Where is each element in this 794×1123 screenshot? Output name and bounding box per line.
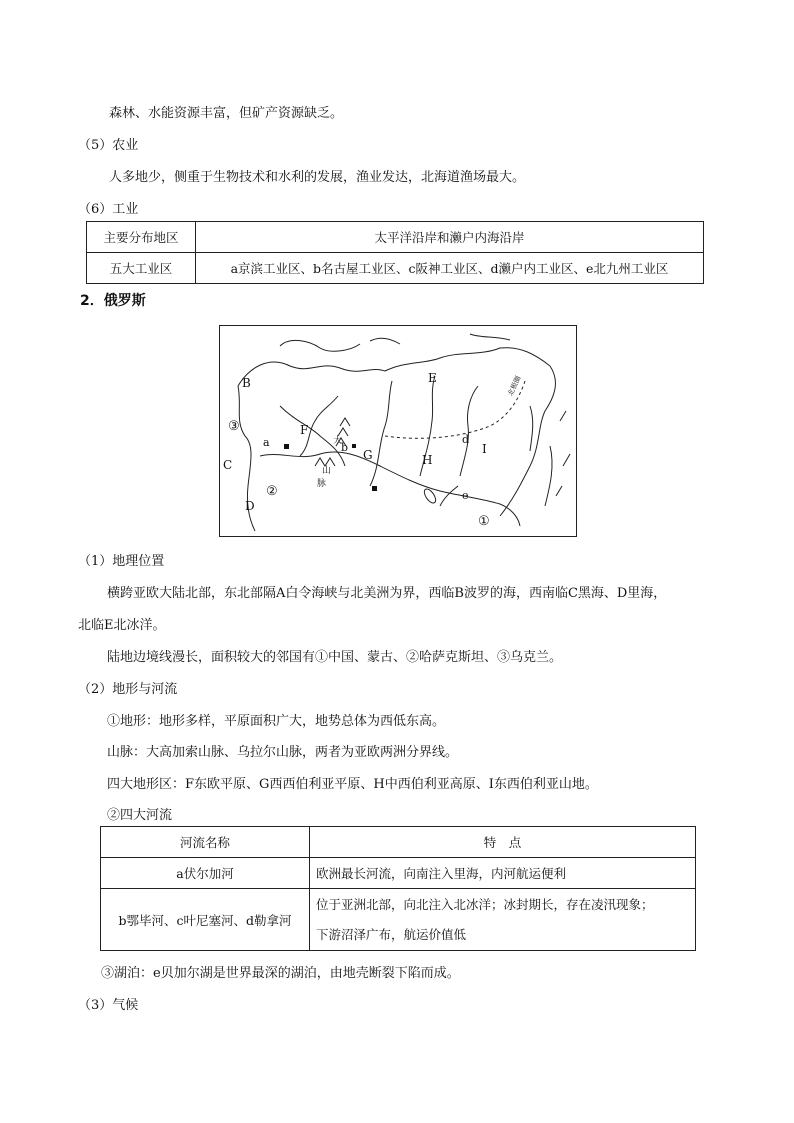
table-cell: 欧洲最长河流，向南注入里海，内河航运便利 bbox=[310, 858, 696, 889]
resources-line: 森林、水能资源丰富，但矿产资源缺乏。 bbox=[109, 106, 344, 121]
agriculture-heading: （5）农业 bbox=[78, 138, 139, 153]
russia-map bbox=[219, 325, 577, 537]
map-label-mountain3: 脉 bbox=[317, 479, 327, 489]
table-cell: 太平洋沿岸和濑户内海沿岸 bbox=[196, 222, 704, 253]
location-text-3: 陆地边境线漫长，面积较大的邻国有①中国、蒙古、②哈萨克斯坦、③乌克兰。 bbox=[107, 650, 563, 665]
rivers-heading: ②四大河流 bbox=[107, 808, 173, 823]
table-row bbox=[101, 858, 696, 889]
table-header-cell: 特 点 bbox=[310, 827, 696, 858]
map-label-I: I bbox=[482, 442, 487, 456]
table-row bbox=[101, 827, 696, 858]
map-label-H: H bbox=[422, 453, 433, 467]
table-row bbox=[101, 889, 696, 951]
terrain-heading: （2）地形与河流 bbox=[78, 682, 178, 697]
terrain-text-1: ①地形：地形多样，平原面积广大，地势总体为西低东高。 bbox=[107, 714, 446, 729]
table-header-cell: 河流名称 bbox=[101, 827, 310, 858]
location-text-1: 横跨亚欧大陆北部，东北部隔A白令海峡与北美洲为界，西临B波罗的海，西南临C黑海、D里海， bbox=[107, 586, 667, 601]
location-heading: （1）地理位置 bbox=[78, 554, 165, 569]
map-label-a: a bbox=[263, 436, 270, 449]
map-label-B: B bbox=[242, 376, 251, 390]
table-cell: 主要分布地区 bbox=[87, 222, 196, 253]
map-label-mountain2: 山 bbox=[322, 466, 332, 476]
section-title: 2．俄罗斯 bbox=[80, 293, 146, 309]
map-label-circle3: ③ bbox=[228, 419, 240, 434]
climate-heading: （3）气候 bbox=[78, 998, 139, 1013]
map-label-d: d bbox=[462, 433, 470, 446]
map-label-D: D bbox=[245, 499, 255, 513]
table-row bbox=[87, 253, 704, 284]
table-cell: a京滨工业区、b名古屋工业区、c阪神工业区、d濑户内工业区、e北九州工业区 bbox=[196, 253, 704, 284]
table-cell: a伏尔加河 bbox=[101, 858, 310, 889]
agriculture-text: 人多地少，侧重于生物技术和水利的发展，渔业发达，北海道渔场最大。 bbox=[109, 170, 526, 185]
map-label-b: b bbox=[341, 441, 349, 454]
rivers-table bbox=[100, 826, 696, 951]
map-label-F: F bbox=[300, 423, 309, 437]
table-cell: b鄂毕河、c叶尼塞河、d勒拿河 bbox=[101, 889, 310, 951]
map-label-mountain1: 大 bbox=[333, 436, 343, 446]
river-feature-line-2: 下游沼泽广布，航运价值低 bbox=[316, 926, 467, 942]
table-cell bbox=[310, 889, 696, 951]
lake-text: ③湖泊：e贝加尔湖是世界最深的湖泊，由地壳断裂下陷而成。 bbox=[101, 966, 460, 981]
location-text-2: 北临E北冰洋。 bbox=[78, 618, 166, 633]
industry-table bbox=[86, 221, 704, 284]
map-label-circle2: ② bbox=[266, 484, 278, 499]
terrain-text-3: 四大地形区：F东欧平原、G西西伯利亚平原、H中西伯利亚高原、I东西伯利亚山地。 bbox=[107, 777, 598, 792]
map-label-G: G bbox=[363, 448, 373, 462]
map-figure bbox=[220, 326, 576, 536]
map-label-C: C bbox=[223, 458, 233, 472]
map-label-e: e bbox=[462, 489, 469, 502]
river-feature-line-1: 位于亚洲北部，向北注入北冰洋；冰封期长，存在凌汛现象； bbox=[316, 896, 654, 912]
table-cell: 五大工业区 bbox=[87, 253, 196, 284]
map-label-circle1: ① bbox=[478, 514, 490, 529]
industry-heading: （6）工业 bbox=[78, 202, 139, 217]
map-label-arctic-circle: 北极圈 bbox=[506, 374, 523, 398]
map-label-E: E bbox=[428, 371, 437, 385]
table-row bbox=[87, 222, 704, 253]
terrain-text-2: 山脉：大高加索山脉、乌拉尔山脉，两者为亚欧两洲分界线。 bbox=[107, 745, 459, 760]
